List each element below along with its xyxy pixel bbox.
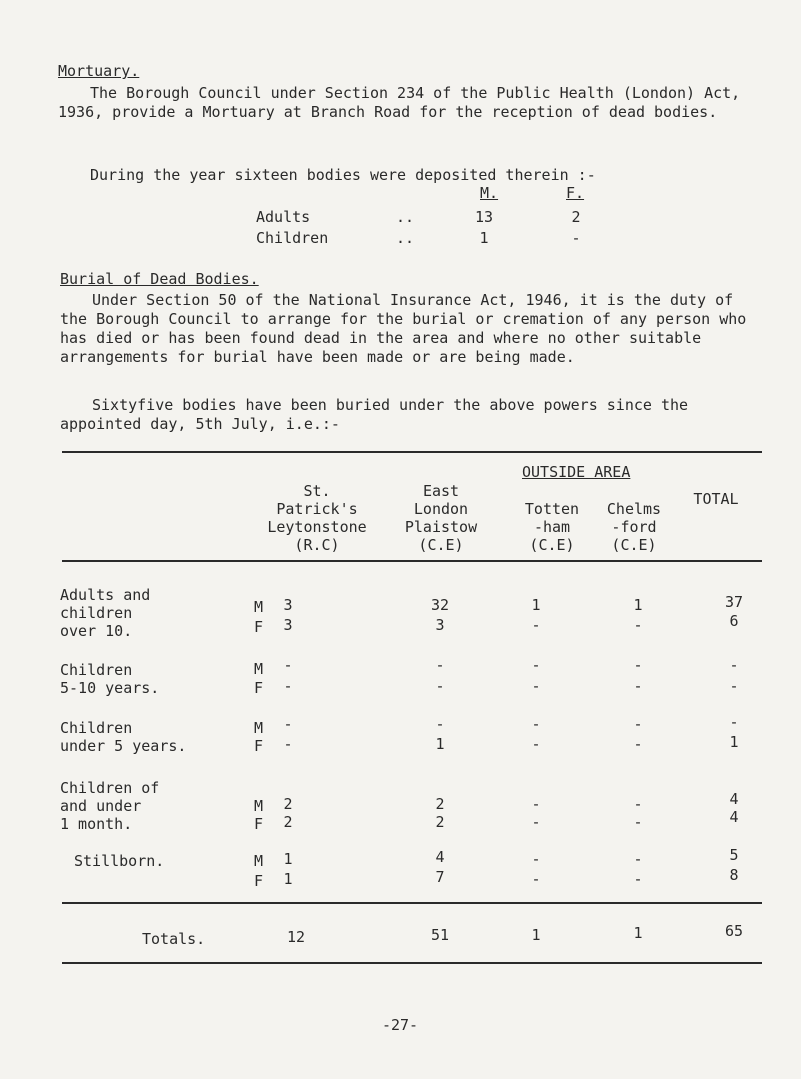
group-label: over 10. bbox=[60, 622, 133, 640]
group-label: under 5 years. bbox=[60, 737, 187, 755]
burial-heading: Burial of Dead Bodies. bbox=[60, 270, 259, 288]
mortuary-row-f: - bbox=[571, 229, 581, 247]
east-london-cell: 1 bbox=[435, 735, 445, 753]
sex-cell: F bbox=[254, 679, 264, 697]
sex-cell: M bbox=[254, 719, 264, 737]
st-patricks-cell: 2 bbox=[283, 813, 293, 831]
st-patricks-cell: - bbox=[283, 656, 293, 674]
sex-cell: F bbox=[254, 872, 264, 890]
east-london-cell: - bbox=[435, 677, 445, 695]
group-label: 1 month. bbox=[60, 815, 133, 833]
group-label: and under bbox=[60, 797, 142, 815]
mortuary-row-m: 13 bbox=[474, 208, 494, 226]
page-number: -27- bbox=[381, 1016, 419, 1034]
chelmsford-cell: - bbox=[633, 656, 643, 674]
tottenham-cell: - bbox=[531, 616, 541, 634]
chelmsford-cell: - bbox=[633, 677, 643, 695]
mortuary-heading: Mortuary. bbox=[58, 62, 140, 80]
east-london-cell: 7 bbox=[435, 868, 445, 886]
header-line: London bbox=[413, 500, 469, 518]
header-line: Plaistow bbox=[404, 518, 478, 536]
header-line: Patrick's bbox=[276, 500, 358, 518]
tottenham-cell: - bbox=[531, 795, 541, 813]
st-patricks-total: 12 bbox=[286, 928, 306, 946]
st-patricks-cell: - bbox=[283, 735, 293, 753]
total-cell: - bbox=[729, 713, 739, 731]
st-patricks-cell: 1 bbox=[283, 870, 293, 888]
total-cell: 5 bbox=[729, 846, 739, 864]
st-patricks-cell: 3 bbox=[283, 616, 293, 634]
chelmsford-cell: - bbox=[633, 616, 643, 634]
st-patricks-cell: - bbox=[283, 677, 293, 695]
total-cell: 1 bbox=[729, 733, 739, 751]
east-london-cell: 3 bbox=[435, 616, 445, 634]
mortuary-row-dots: .. bbox=[396, 229, 415, 247]
sex-cell: F bbox=[254, 618, 264, 636]
st-patricks-cell: 3 bbox=[283, 596, 293, 614]
grand-total: 65 bbox=[724, 922, 744, 940]
east-london-cell: - bbox=[435, 715, 445, 733]
chelmsford-cell: - bbox=[633, 715, 643, 733]
sex-cell: M bbox=[254, 852, 264, 870]
tottenham-cell: - bbox=[531, 850, 541, 868]
east-london-total: 51 bbox=[430, 926, 450, 944]
header-line: Chelms bbox=[606, 500, 662, 518]
total-cell: 37 bbox=[724, 593, 744, 611]
total-cell: 8 bbox=[729, 866, 739, 884]
east-london-cell: 32 bbox=[430, 596, 450, 614]
header-bottom-rule bbox=[62, 560, 762, 562]
sex-cell: F bbox=[254, 815, 264, 833]
st-patricks-cell: - bbox=[283, 715, 293, 733]
burial-paragraph-2: Sixtyfive bodies have been buried under the above powers since the appointed day, 5th July, i.e.:- bbox=[60, 396, 689, 433]
st-patricks-cell: 1 bbox=[283, 850, 293, 868]
sex-cell: M bbox=[254, 660, 264, 678]
total-cell: 4 bbox=[729, 790, 739, 808]
header-line: (C.E) bbox=[418, 536, 464, 554]
totals-top-rule bbox=[62, 902, 762, 904]
chelmsford-cell: - bbox=[633, 850, 643, 868]
header-line: St. bbox=[303, 482, 331, 500]
east-london-cell: 2 bbox=[435, 795, 445, 813]
tottenham-cell: - bbox=[531, 677, 541, 695]
tottenham-cell: 1 bbox=[531, 596, 541, 614]
mortuary-paragraph-1: The Borough Council under Section 234 of the Public Health (London) Act, 1936, provide a Mortuary at Branch Road for the reception of dead bodies. bbox=[58, 84, 741, 121]
group-label: 5-10 years. bbox=[60, 679, 160, 697]
tottenham-cell: - bbox=[531, 735, 541, 753]
outside-area-heading: OUTSIDE AREA bbox=[522, 463, 631, 481]
chelmsford-cell: - bbox=[633, 735, 643, 753]
group-label: Children bbox=[60, 661, 133, 679]
chelmsford-total: 1 bbox=[633, 924, 643, 942]
chelmsford-cell: - bbox=[633, 795, 643, 813]
st-patricks-cell: 2 bbox=[283, 795, 293, 813]
chelmsford-cell: 1 bbox=[633, 596, 643, 614]
sex-cell: M bbox=[254, 598, 264, 616]
header-line: (C.E) bbox=[529, 536, 575, 554]
header-total: TOTAL bbox=[693, 490, 739, 508]
totals-label: Totals. bbox=[142, 930, 206, 948]
table-bottom-rule bbox=[62, 962, 762, 964]
tottenham-cell: - bbox=[531, 656, 541, 674]
header-line: -ham bbox=[533, 518, 571, 536]
mortuary-row-label: Children bbox=[256, 229, 329, 247]
mortuary-row-dots: .. bbox=[396, 208, 415, 226]
tottenham-cell: - bbox=[531, 715, 541, 733]
header-line: (R.C) bbox=[294, 536, 340, 554]
header-line: (C.E) bbox=[611, 536, 657, 554]
group-label: Stillborn. bbox=[74, 852, 165, 870]
chelmsford-cell: - bbox=[633, 870, 643, 888]
group-label: Children bbox=[60, 719, 133, 737]
east-london-cell: 2 bbox=[435, 813, 445, 831]
group-label: children bbox=[60, 604, 133, 622]
sex-cell: M bbox=[254, 797, 264, 815]
mortuary-col-f: F. bbox=[566, 184, 585, 202]
header-line: Totten bbox=[524, 500, 580, 518]
mortuary-row-f: 2 bbox=[571, 208, 581, 226]
header-line: -ford bbox=[611, 518, 657, 536]
total-cell: - bbox=[729, 656, 739, 674]
burial-paragraph-1: Under Section 50 of the National Insurance Act, 1946, it is the duty of the Borough Council to arrange for the burial or cremation of any person who has died or has been found dead in the area and where no other suitable arrangements for burial have been made or are being made. bbox=[60, 291, 747, 366]
group-label: Children of bbox=[60, 779, 160, 797]
group-label: Adults and bbox=[60, 586, 151, 604]
tottenham-cell: - bbox=[531, 870, 541, 888]
total-cell: 6 bbox=[729, 612, 739, 630]
tottenham-cell: - bbox=[531, 813, 541, 831]
chelmsford-cell: - bbox=[633, 813, 643, 831]
mortuary-paragraph-2: During the year sixteen bodies were deposited therein :- bbox=[90, 166, 596, 184]
header-line: Leytonstone bbox=[267, 518, 367, 536]
east-london-cell: - bbox=[435, 656, 445, 674]
total-cell: - bbox=[729, 677, 739, 695]
header-line: East bbox=[422, 482, 460, 500]
table-top-rule bbox=[62, 451, 762, 453]
total-cell: 4 bbox=[729, 808, 739, 826]
sex-cell: F bbox=[254, 737, 264, 755]
east-london-cell: 4 bbox=[435, 848, 445, 866]
mortuary-col-m: M. bbox=[480, 184, 499, 202]
mortuary-row-label: Adults bbox=[256, 208, 311, 226]
tottenham-total: 1 bbox=[531, 926, 541, 944]
mortuary-row-m: 1 bbox=[479, 229, 489, 247]
